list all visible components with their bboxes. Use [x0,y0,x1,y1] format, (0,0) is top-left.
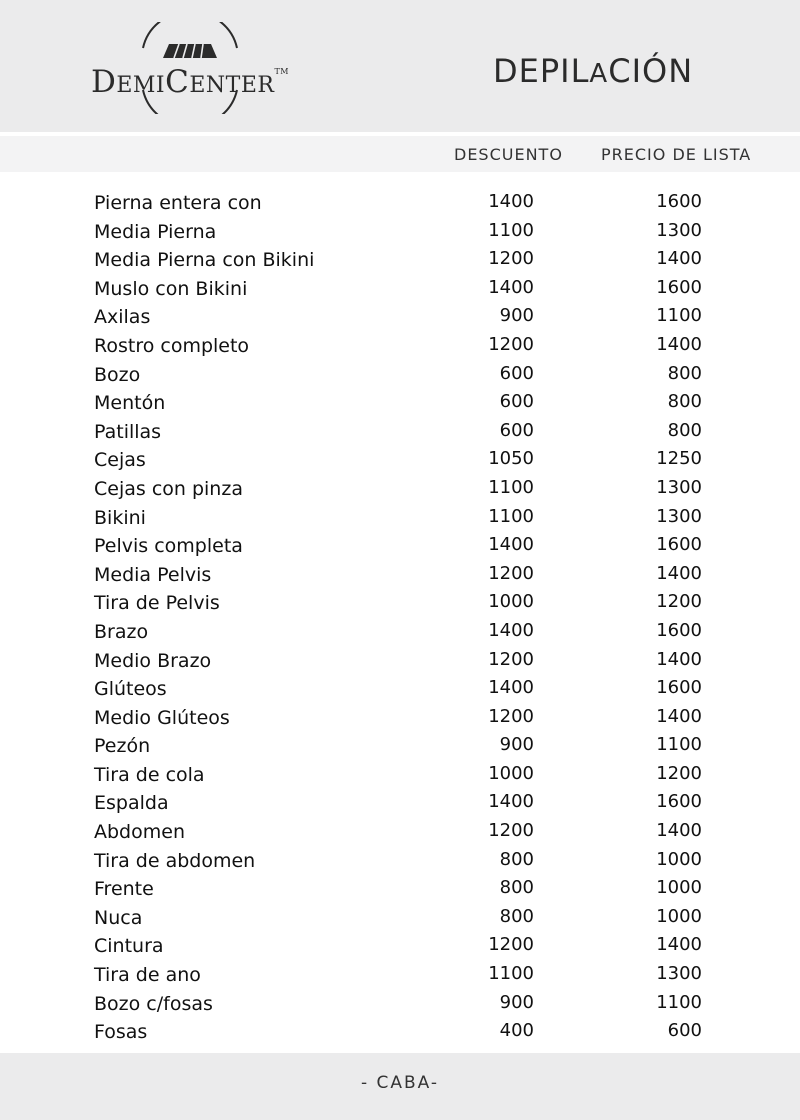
list-price: 1100 [656,734,702,756]
price-row [0,530,800,559]
price-row [0,330,800,359]
discount-price: 1400 [488,619,534,641]
service-name: Medio Glúteos [94,706,230,729]
service-name: Pierna entera con [94,192,262,214]
list-price: 1000 [656,877,702,899]
discount-price: 900 [499,734,534,756]
price-row [0,930,800,959]
footer [0,1053,800,1120]
page-title: DEPILACIÓN [493,52,694,90]
price-row [0,873,800,902]
service-name: Tira de Pelvis [94,592,220,615]
price-row [0,959,800,988]
price-row [0,587,800,616]
service-name: Cintura [94,935,164,958]
service-name: Media Pierna con Bikini [94,249,315,272]
service-name: Axilas [94,306,151,329]
discount-price: 1200 [488,934,534,956]
discount-price: 900 [499,305,534,327]
price-row [0,759,800,788]
list-price: 1000 [656,905,702,927]
list-price: 800 [667,362,702,384]
price-row [0,444,800,473]
discount-price: 800 [499,848,534,870]
list-price: 1600 [656,677,702,699]
service-name: Tira de cola [94,763,205,786]
service-name: Nuca [94,906,143,929]
price-row [0,559,800,588]
service-name: Muslo con Bikini [94,277,248,300]
price-row [0,273,800,302]
list-price: 1300 [656,505,702,527]
discount-price: 900 [499,991,534,1013]
service-name: Glúteos [94,678,167,701]
list-price: 600 [667,1020,702,1042]
brand-name: DEMICENTER™ [90,64,289,100]
list-price: 800 [667,391,702,413]
discount-price: 1400 [488,534,534,556]
discount-price: 1200 [488,562,534,584]
discount-price: 1100 [488,963,534,985]
service-name: Brazo [94,620,149,643]
list-price: 1400 [656,820,702,842]
price-row [0,473,800,502]
price-row [0,902,800,931]
price-row [0,673,800,702]
list-price: 1400 [656,333,702,355]
price-row [0,187,800,216]
list-price: 1100 [656,991,702,1013]
price-row [0,216,800,245]
list-price: 1200 [656,591,702,613]
service-name: Rostro completo [94,334,250,357]
discount-price: 1050 [488,448,534,470]
list-price: 1200 [656,762,702,784]
discount-price: 1100 [488,476,534,498]
discount-price: 600 [499,362,534,384]
header [0,0,800,132]
discount-price: 1400 [488,191,534,212]
discount-price: 1400 [488,791,534,813]
price-row [0,1016,800,1045]
discount-price: 600 [499,391,534,413]
service-name: Pezón [94,735,151,758]
service-name: Abdomen [94,821,185,844]
service-name: Cejas [94,449,146,472]
discount-price: 1000 [488,762,534,784]
service-name: Pelvis completa [94,535,243,558]
brand-logo [90,22,290,114]
discount-price: 1200 [488,820,534,842]
discount-price: 1200 [488,705,534,727]
list-price: 1400 [656,248,702,270]
list-price: 1600 [656,191,702,212]
price-row [0,359,800,388]
price-row [0,988,800,1017]
list-price: 1400 [656,705,702,727]
list-price: 1600 [656,276,702,298]
footer-location: - CABA- [360,1073,440,1093]
price-row [0,845,800,874]
price-list [0,187,800,1045]
discount-price: 600 [499,419,534,441]
price-row [0,702,800,731]
service-name: Patillas [94,420,162,443]
list-price: 1250 [656,448,702,470]
price-row [0,301,800,330]
column-header-list-price: PRECIO DE LISTA [601,145,752,164]
list-price: 1100 [656,305,702,327]
price-row [0,816,800,845]
discount-price: 400 [499,1020,534,1042]
price-row [0,787,800,816]
price-row [0,502,800,531]
list-price: 800 [667,419,702,441]
discount-price: 1200 [488,648,534,670]
discount-price: 1200 [488,333,534,355]
list-price: 1400 [656,648,702,670]
price-row [0,387,800,416]
service-name: Tira de ano [94,964,201,987]
trademark: TM [274,67,289,76]
service-name: Media Pierna [94,220,217,243]
discount-price: 1400 [488,276,534,298]
service-name: Tira de abdomen [94,849,256,872]
discount-price: 1100 [488,219,534,241]
discount-price: 1000 [488,591,534,613]
discount-price: 1100 [488,505,534,527]
list-price: 1400 [656,562,702,584]
discount-price: 800 [499,905,534,927]
list-price: 1600 [656,791,702,813]
list-price: 1300 [656,476,702,498]
service-name: Mentón [94,392,166,415]
discount-price: 1400 [488,677,534,699]
discount-price: 800 [499,877,534,899]
service-name: Fosas [94,1021,148,1044]
service-name: Medio Brazo [94,649,212,672]
service-name: Cejas con pinza [94,477,243,500]
list-price: 1300 [656,219,702,241]
service-name: Bozo c/fosas [94,992,213,1015]
service-name: Bozo [94,363,141,386]
price-row [0,645,800,674]
price-row [0,244,800,273]
discount-price: 1200 [488,248,534,270]
list-price: 1600 [656,619,702,641]
service-name: Frente [94,878,154,901]
list-price: 1600 [656,534,702,556]
price-row [0,616,800,645]
list-price: 1400 [656,934,702,956]
price-row [0,416,800,445]
service-name: Bikini [94,506,146,529]
service-name: Espalda [94,792,169,815]
price-row [0,730,800,759]
service-name: Media Pelvis [94,563,212,586]
column-header-discount: DESCUENTO [454,145,563,164]
list-price: 1000 [656,848,702,870]
list-price: 1300 [656,963,702,985]
